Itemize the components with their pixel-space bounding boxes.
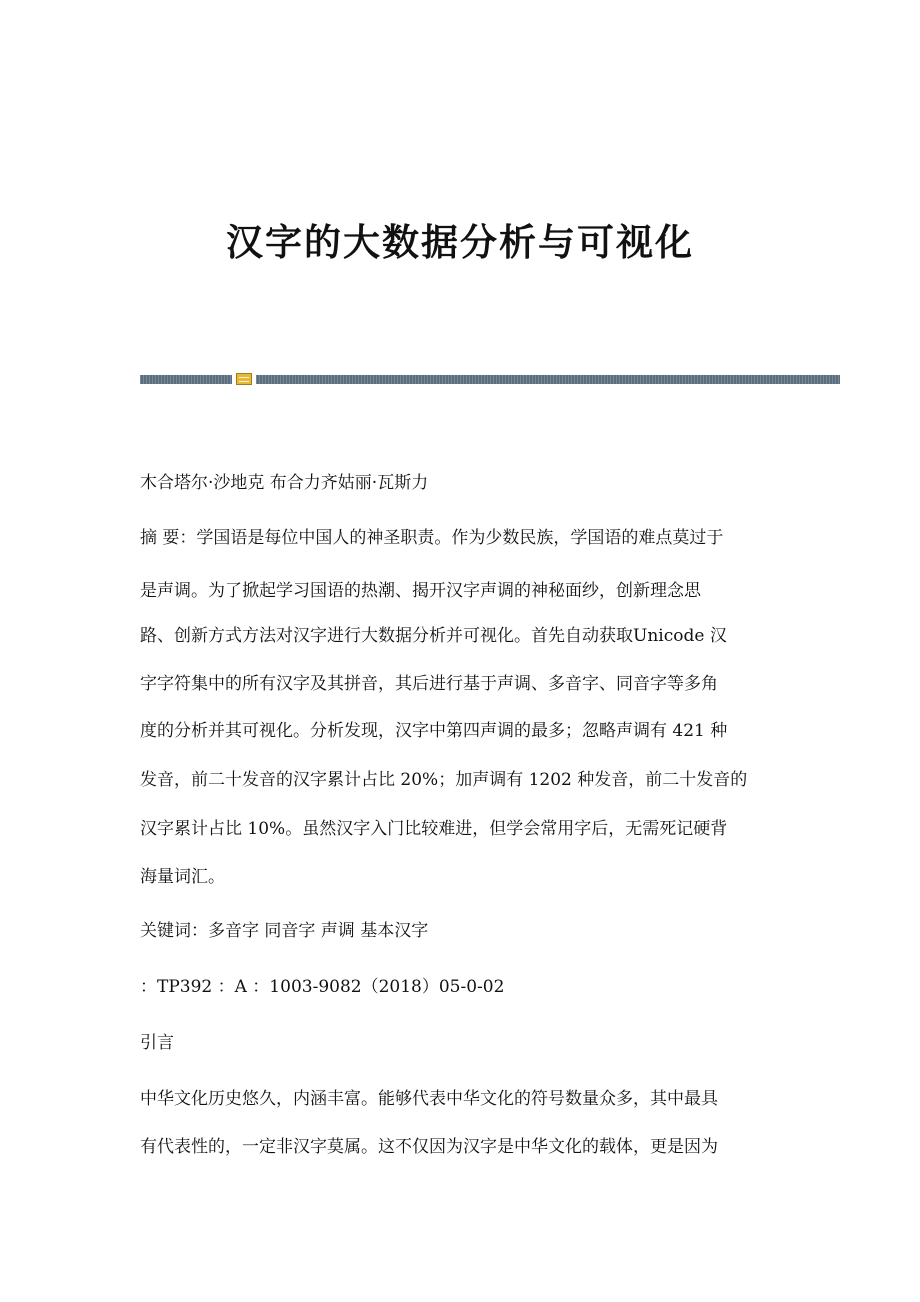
authors: 木合塔尔·沙地克 布合力齐姑丽·瓦斯力 [140,473,429,493]
paper-title: 汉字的大数据分析与可视化 [226,220,694,264]
classification-codes: ：TP392 ：A ：1003-9082（2018）05-0-02 [140,977,505,997]
abstract-line: 字字符集中的所有汉字及其拼音，其后进行基于声调、多音字、同音字等多角 [140,674,718,694]
decorative-rule-left [140,375,232,384]
abstract-line: 摘 要：学国语是每位中国人的神圣职责。作为少数民族，学国语的难点莫过于 [140,528,724,548]
abstract-line: 度的分析并其可视化。分析发现，汉字中第四声调的最多；忽略声调有 421 种 [140,721,728,741]
abstract-line: 汉字累计占比 10%。虽然汉字入门比较难进，但学会常用字后，无需死记硬背 [140,819,728,839]
abstract-line: 海量词汇。 [140,867,225,887]
abstract-line: 路、创新方式方法对汉字进行大数据分析并可视化。首先自动获取Unicode 汉 [140,626,727,646]
body-line: 中华文化历史悠久，内涵丰富。能够代表中华文化的符号数量众多，其中最具 [140,1089,718,1109]
keywords: 关键词：多音字 同音字 声调 基本汉字 [140,921,429,941]
abstract-line: 是声调。为了掀起学习国语的热潮、揭开汉字声调的神秘面纱，创新理念思 [140,581,701,601]
decorative-rule-right [256,375,840,384]
emblem-icon [236,373,252,385]
abstract-line: 发音，前二十发音的汉字累计占比 20%；加声调有 1202 种发音，前二十发音的 [140,770,748,790]
section-heading-intro: 引言 [140,1033,174,1053]
body-line: 有代表性的，一定非汉字莫属。这不仅因为汉字是中华文化的载体，更是因为 [140,1137,718,1157]
